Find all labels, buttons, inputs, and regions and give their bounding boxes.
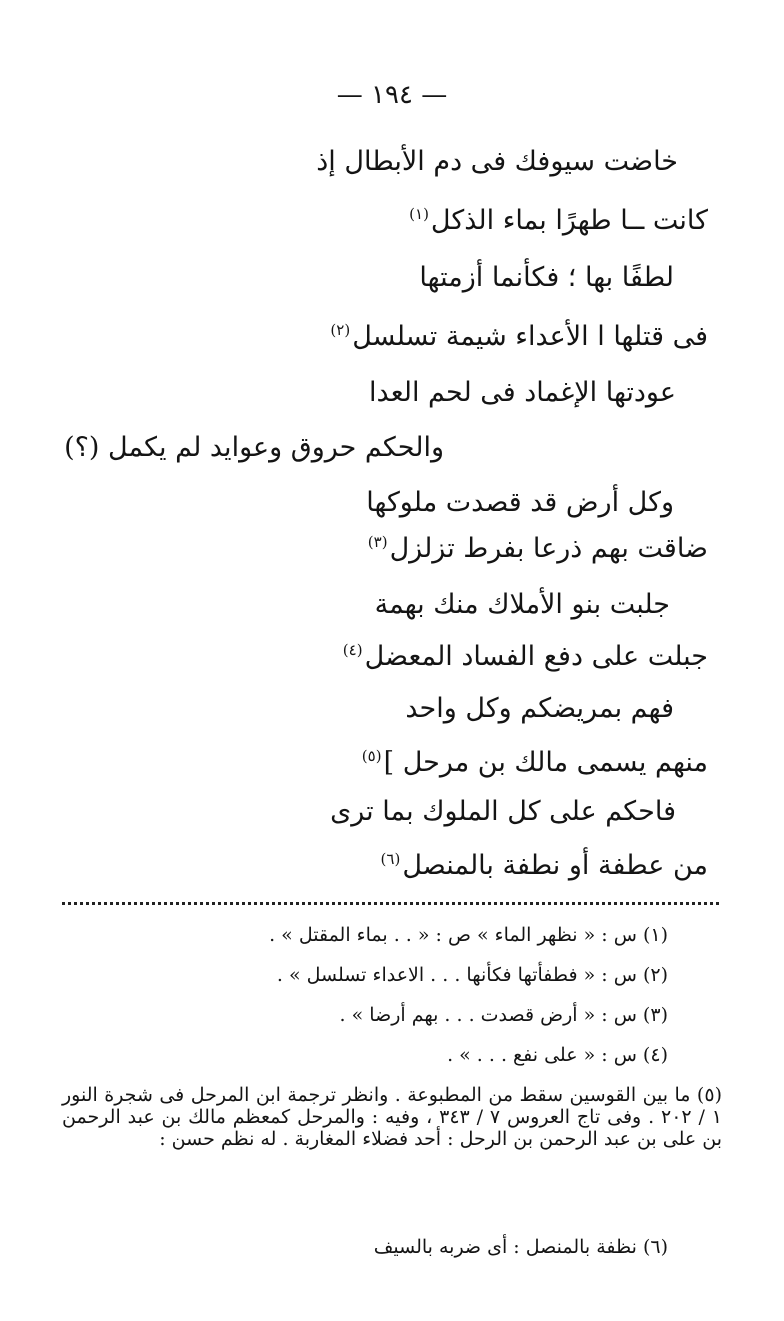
footnote-ref: (٣) bbox=[367, 533, 388, 551]
verse-line bbox=[330, 797, 676, 827]
verse-line bbox=[362, 748, 708, 778]
verse-text: فهم بمريضكم وكل واحد bbox=[405, 693, 674, 724]
verse-line bbox=[316, 147, 678, 177]
verse-line bbox=[64, 433, 444, 463]
verse-text: عودتها الإغماد فى لحم العدا bbox=[369, 377, 676, 408]
footnote: (١) س : « نظهر الماء » ص : « . . بماء المقتل » . bbox=[269, 924, 668, 946]
footnote-ref: (٦) bbox=[380, 850, 401, 868]
verse-text: منهم يسمى مالك بن مرحل ] bbox=[383, 747, 708, 778]
verse-text: ضاقت بهم ذرعا بفرط تزلزل bbox=[389, 533, 708, 564]
footnote-ref: (٢) bbox=[330, 321, 351, 339]
verse-line bbox=[375, 590, 670, 620]
footnote: (٢) س : « فطفأتها فكأنها . . . الاعداء تسلسل » . bbox=[276, 964, 668, 986]
footnote: (٤) س : « على نفع . . . » . bbox=[447, 1044, 668, 1066]
verse-text: وكل أرض قد قصدت ملوكها bbox=[366, 487, 674, 518]
verse-text: من عطفة أو نطفة بالمنصل bbox=[402, 850, 708, 881]
verse-line bbox=[366, 488, 674, 518]
verse-text: فى قتلها ا الأعداء شيمة تسلسل bbox=[352, 321, 708, 352]
page-number: — ١٩٤ — bbox=[336, 80, 448, 110]
verse-text: جلبت بنو الأملاك منك بهمة bbox=[374, 589, 670, 620]
footnote-separator bbox=[62, 902, 719, 905]
footnote-ref: (٥) bbox=[361, 747, 382, 765]
verse-line bbox=[330, 322, 708, 352]
footnote-ref: (١) bbox=[409, 205, 429, 223]
verse-line bbox=[409, 206, 708, 236]
verse-text: جبلت على دفع الفساد المعضل bbox=[364, 641, 708, 672]
verse-line bbox=[369, 378, 676, 408]
verse-text: كانت ــا طهرًا بماء الذكل bbox=[430, 205, 708, 236]
verse-line bbox=[419, 263, 674, 293]
footnote: (٥) ما بين القوسين سقط من المطبوعة . وانظر ترجمة ابن المرحل فى شجرة النور ١ / ٢٠٢ . وفى تاج العروس ٧ / ٣٤٣ ، وفيه : والمرحل كمعظم مالك بن عبد الرحمن بن على بن عبد الرحمن بن الرحل : أحد فضلاء المغاربة . له نظم حسن : bbox=[62, 1084, 722, 1150]
verse-text: لطفًا بها ؛ فكأنما أزمتها bbox=[419, 262, 674, 293]
verse-line bbox=[368, 534, 708, 564]
footnote-ref: (٤) bbox=[342, 641, 363, 659]
footnote: (٦) نظفة بالمنصل : أى ضربه بالسيف bbox=[373, 1236, 668, 1258]
verse-line bbox=[343, 642, 708, 672]
verse-text: خاضت سيوفك فى دم الأبطال إذ bbox=[316, 146, 678, 177]
footnote: (٣) س : « أرض قصدت . . . بهم أرضا » . bbox=[339, 1004, 668, 1026]
verse-line bbox=[405, 694, 674, 724]
verse-text: والحكم حروق وعوايد لم يكمل (؟) bbox=[64, 432, 444, 463]
verse-text: فاحكم على كل الملوك بما ترى bbox=[330, 796, 676, 827]
verse-line bbox=[381, 851, 708, 881]
